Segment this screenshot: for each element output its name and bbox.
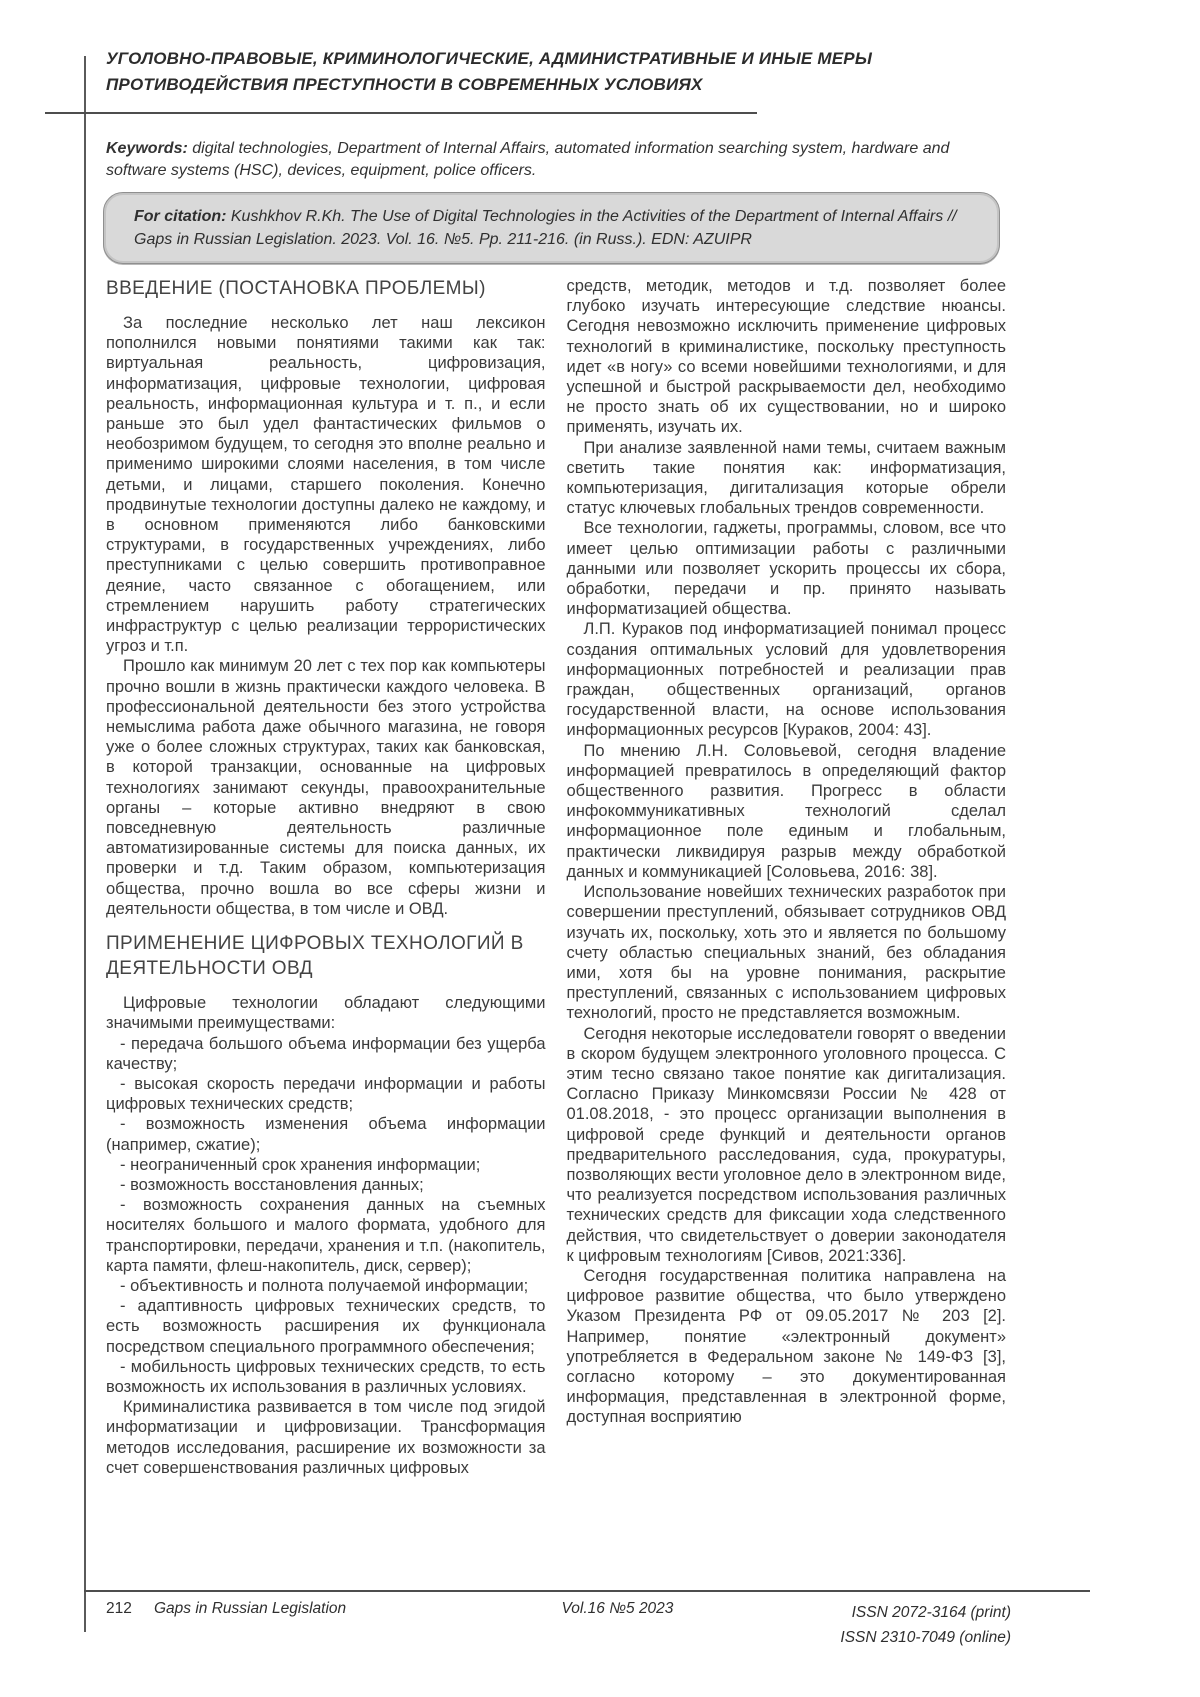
paragraph: Л.П. Кураков под информатизацией понимал процесс создания оптимальных условий для удовлетворения информационных потребностей и реализации прав граждан, общественных организаций, органов государственной власти, на основе использования информационных ресурсов [Кураков, 2004: 43]. — [566, 620, 1006, 740]
keywords-label: Keywords: — [106, 140, 188, 157]
list-item: - возможность восстановления данных; — [120, 1175, 424, 1194]
page-number: 212 — [106, 1600, 132, 1617]
paragraph: средств, методик, методов и т.д. позволяет более глубоко изучать интересующие следствие нюансы. Сегодня невозможно исключить применение цифровых технологий в криминалистике, поскольку преступность идет «в ногу» со всеми новейшими технологиями, и для успешной и быстрой раскрываемости дел, необходимо не просто знать об их существовании, но и широко применять, изучать их. — [566, 277, 1006, 437]
list-item: - неограниченный срок хранения информации; — [120, 1155, 481, 1174]
issn-online: ISSN 2310-7049 (online) — [840, 1629, 1011, 1646]
list-item: - возможность сохранения данных на съемных носителях большого и малого формата, удобного для транспортировки, передачи, хранения и т.п. (накопитель, карта памяти, флеш-накопитель, диск, сервер); — [106, 1196, 546, 1275]
paragraph: Цифровые технологии обладают следующими значимыми преимуществами: — [106, 994, 546, 1033]
list-item: - адаптивность цифровых технических средств, то есть возможность расширения их функционала посредством специального программного обеспечения; — [106, 1297, 546, 1356]
paragraph: По мнению Л.Н. Соловьевой, сегодня владение информацией превратилось в определяющий фактор общественного развития. Прогресс в области инфокоммуникативных технологий сделал информационное поле единым и глобальным, практически ликвидируя разрыв между обработкой данных и коммуникацией [Соловьева, 2016: 38]. — [566, 741, 1006, 881]
citation-text: Kushkhov R.Kh. The Use of Digital Technologies in the Activities of the Department of Internal Affairs // Gaps in Russian Legislation. 2023. Vol. 16. №5. Pp. 211-216. (in Russ.). EDN: AZUIPR — [134, 208, 957, 248]
running-head: УГОЛОВНО-ПРАВОВЫЕ, КРИМИНОЛОГИЧЕСКИЕ, АДМИНИСТРАТИВНЫЕ И ИНЫЕ МЕРЫ ПРОТИВОДЕЙСТВИЯ ПРЕСТУПНОСТИ В СОВРЕМЕННЫХ УСЛОВИЯХ — [106, 49, 873, 94]
keywords-block — [106, 138, 1011, 182]
paragraph: Сегодня некоторые исследователи говорят о введении в скором будущем электронного уголовного процесса. С этим тесно связано такое понятие как дигитализация. Согласно Приказу Минкомсвязи России № 428 от 01.08.2018, - это процесс организации выполнения в цифровой среде функций и деятельности органов предварительного расследования, суда, прокуратуры, позволяющих вести уголовное дело в электронном виде, что реализуется посредством использования различных технических средств для фиксации хода следственного действия, что свидетельствует о доверии законодателя к цифровым технологиям [Сивов, 2021:336]. — [566, 1024, 1006, 1265]
list-item: - мобильность цифровых технических средств, то есть возможность их использования в различных условиях. — [106, 1357, 546, 1396]
citation-box — [103, 192, 1000, 264]
list-item: - передача большого объема информации без ущерба качеству; — [106, 1034, 546, 1073]
list-item: - объективность и полнота получаемой информации; — [120, 1276, 529, 1295]
paragraph: За последние несколько лет наш лексикон пополнился новыми понятиями такими как так: виртуальная реальность, цифровизация, информатизация, цифровые технологии, цифровая реальность, информационная культура и т. п., и если раньше это был удел фантастических фильмов о необозримом будущем, то сегодня это вполне реально и применимо широкими слоями населения, в том числе детьми, и лицами, старшего поколения. Конечно продвинутые технологии доступны далеко не каждому, и в основном применяются либо банковскими структурами, в государственных учреждениях, либо преступниками с целью совершить противоправное деяние, часто связанное с обогащением, или стремлением нарушить работу стратегических инфраструктур с целью реализации террористических угроз и т.п. — [106, 314, 546, 656]
left-column — [106, 276, 546, 1478]
journal-title: Gaps in Russian Legislation — [154, 1600, 347, 1617]
paragraph: Прошло как минимум 20 лет с тех пор как компьютеры прочно вошли в жизнь практически каждого человека. В профессиональной деятельности без этого устройства немыслима работа даже обычного магазина, не говоря уже о более сложных структурах, таких как банковская, в которой транзакции, основанные на цифровых технологиях занимают секунды, правоохранительные органы – которые активно внедряют в свою повседневную деятельность различные автоматизированные системы для поиска данных, их проверки и т.д. Таким образом, компьютеризация общества, прочно вошла во все сферы жизни и деятельности общества, в том числе и ОВД. — [106, 657, 546, 918]
section-title-introduction: ВВЕДЕНИЕ (ПОСТАНОВКА ПРОБЛЕМЫ) — [106, 278, 486, 299]
section-title-application: ПРИМЕНЕНИЕ ЦИФРОВЫХ ТЕХНОЛОГИЙ В ДЕЯТЕЛЬНОСТИ ОВД — [106, 933, 524, 980]
right-column — [567, 276, 1007, 1478]
list-item: - высокая скорость передачи информации и работы цифровых технических средств; — [106, 1074, 546, 1114]
header-divider — [45, 112, 757, 114]
keywords-text: digital technologies, Department of Internal Affairs, automated information searching system, hardware and software systems (HSC), devices, equipment, police officers. — [106, 140, 950, 179]
left-margin-rule — [84, 56, 86, 1632]
paragraph: Криминалистика развивается в том числе под эгидой информатизации и цифровизации. Трансформация методов исследования, расширение их возможности за счет совершенствования различных цифровых — [106, 1398, 546, 1477]
paragraph: Сегодня государственная политика направлена на цифровое развитие общества, что было утверждено Указом Президента РФ от 09.05.2017 № 203 [2]. Например, понятие «электронный документ» употребляется в Федеральном законе № 149-ФЗ [3], согласно которому – это документированная информация, представленная в электронной форме, доступная восприятию — [566, 1266, 1006, 1427]
footer — [106, 1600, 1011, 1650]
article-body — [106, 276, 1006, 1478]
paragraph: Все технологии, гаджеты, программы, словом, все что имеет целью оптимизации работы с различными данными или позволяет ускорить процессы их сбора, обработки, передачи и пр. принято называть информатизацией общества. — [566, 519, 1006, 619]
citation-label: For citation: — [134, 208, 227, 225]
list-item: - возможность изменения объема информации (например, сжатие); — [106, 1115, 546, 1154]
paragraph: Использование новейших технических разработок при совершении преступлений, обязывает сотрудников ОВД изучать их, поскольку, хоть это и является по большому счету областью специальных знаний, без обладания ими, хотя бы на уровне понимания, раскрытие преступлений, связанных с использованием цифровых технологий, просто не представляется возможным. — [566, 883, 1006, 1023]
volume-issue: Vol.16 №5 2023 — [561, 1600, 674, 1617]
issn-block — [781, 1600, 1011, 1650]
footer-divider — [84, 1590, 1090, 1592]
paragraph: При анализе заявленной нами темы, считаем важным светить такие понятия как: информатизация, компьютеризация, дигитализация которые обрели статус ключевых глобальных трендов современности. — [566, 438, 1006, 518]
issn-print: ISSN 2072-3164 (print) — [851, 1604, 1011, 1621]
